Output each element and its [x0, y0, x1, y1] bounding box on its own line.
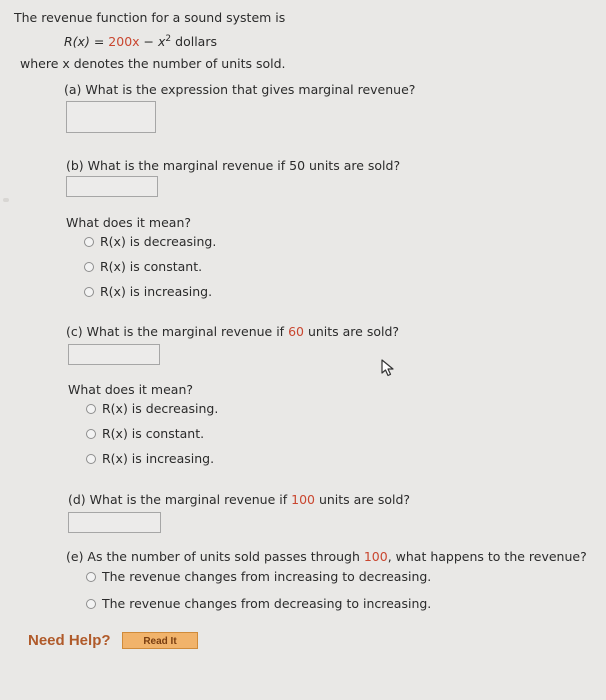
page-edge-mark	[3, 198, 9, 202]
radio-icon[interactable]	[86, 429, 96, 439]
question-e-suffix: , what happens to the revenue?	[387, 549, 587, 564]
meaning-label-b: What does it mean?	[66, 215, 192, 230]
problem-intro: The revenue function for a sound system is	[14, 10, 286, 25]
formula-exponent: 2	[165, 34, 172, 44]
option-label: R(x) is decreasing.	[102, 401, 219, 416]
formula-term1: 200x	[108, 34, 140, 50]
formula-equals: =	[93, 34, 105, 50]
question-d-suffix: units are sold?	[314, 492, 411, 507]
question-c	[66, 324, 399, 339]
variable-definition: where x denotes the number of units sold.	[20, 56, 286, 71]
radio-icon[interactable]	[86, 454, 96, 464]
question-e-prefix: (e) As the number of units sold passes through	[66, 549, 364, 564]
formula-minus: −	[143, 34, 155, 50]
need-help-label: Need Help?	[28, 632, 111, 649]
question-e	[66, 549, 587, 564]
question-d-prefix: (d) What is the marginal revenue if	[68, 492, 292, 507]
question-c-prefix: (c) What is the marginal revenue if	[66, 324, 289, 339]
question-c-suffix: units are sold?	[303, 324, 400, 339]
option-label: R(x) is increasing.	[100, 284, 213, 299]
radio-icon[interactable]	[84, 287, 94, 297]
meaning-label-c: What does it mean?	[68, 382, 194, 397]
read-it-button[interactable]: Read It	[122, 632, 198, 649]
radio-icon[interactable]	[86, 404, 96, 414]
option-c-constant[interactable]	[86, 426, 204, 441]
radio-icon[interactable]	[84, 262, 94, 272]
option-e-dec-to-inc[interactable]	[86, 596, 431, 611]
radio-icon[interactable]	[86, 572, 96, 582]
radio-icon[interactable]	[86, 599, 96, 609]
question-a: (a) What is the expression that gives marginal revenue?	[64, 82, 416, 97]
formula-term2: x	[158, 34, 166, 50]
question-b: (b) What is the marginal revenue if 50 units are sold?	[66, 158, 401, 173]
question-d	[68, 492, 410, 507]
option-label: R(x) is decreasing.	[100, 234, 217, 249]
option-label: R(x) is constant.	[100, 259, 203, 274]
option-b-decreasing[interactable]	[84, 234, 216, 249]
option-b-increasing[interactable]	[84, 284, 212, 299]
option-label: The revenue changes from increasing to decreasing.	[102, 569, 432, 584]
revenue-formula	[64, 34, 217, 49]
answer-input-c[interactable]	[68, 344, 160, 365]
option-c-increasing[interactable]	[86, 451, 214, 466]
radio-icon[interactable]	[84, 237, 94, 247]
question-d-units: 100	[291, 492, 315, 507]
mouse-pointer-icon	[380, 359, 396, 377]
option-label: R(x) is increasing.	[102, 451, 215, 466]
option-c-decreasing[interactable]	[86, 401, 218, 416]
option-b-constant[interactable]	[84, 259, 202, 274]
answer-input-a[interactable]	[66, 101, 156, 133]
option-label: The revenue changes from decreasing to increasing.	[102, 596, 432, 611]
option-e-inc-to-dec[interactable]	[86, 569, 431, 584]
formula-unit: dollars	[175, 34, 217, 50]
question-e-units: 100	[363, 549, 388, 564]
formula-lhs: R(x)	[64, 34, 90, 50]
question-c-units: 60	[288, 324, 304, 339]
answer-input-b[interactable]	[66, 176, 158, 197]
option-label: R(x) is constant.	[102, 426, 205, 441]
answer-input-d[interactable]	[68, 512, 161, 533]
